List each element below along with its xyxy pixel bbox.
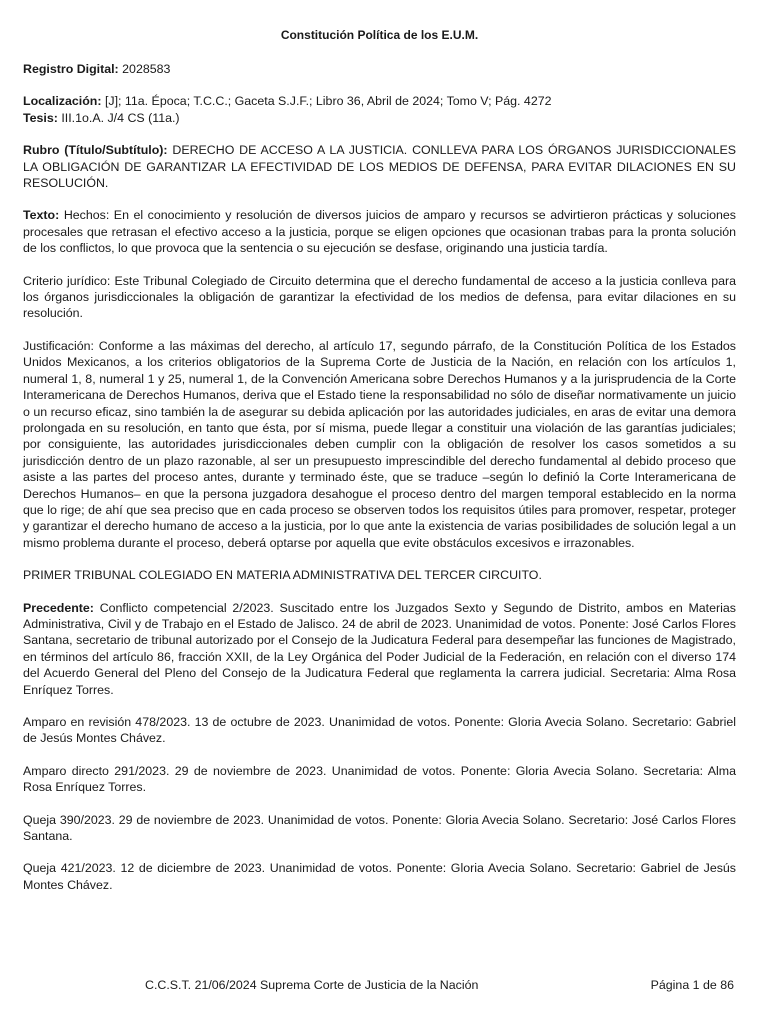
- page-number: Página 1 de 86: [650, 978, 734, 992]
- localizacion-value: [J]; 11a. Época; T.C.C.; Gaceta S.J.F.; Libro 36, Abril de 2024; Tomo V; Pág. 4272: [104, 94, 552, 109]
- document-page: [23, 28, 736, 893]
- precedente-value: Conflicto competencial 2/2023. Suscitado entre los Juzgados Sexto y Segundo de Distrito, ambos en Materias Administrativa, Civil y de Trabajo en el Estado de Jalisco. 24 de abril de 2023. Unanimidad de votos. Ponente: José Carlos Flores Santana, secretario de tribunal autorizado por el Consejo de la Judicatura Federal para desempeñar las funciones de Magistrado, en términos del artículo 86, fracción XXII, de la Ley Orgánica del Poder Judicial de la Federación, en relación con el diverso 174 del Acuerdo General del Pleno del Consejo de la Judicatura Federal que reglamenta la carrera judicial. Secretaria: Alma Rosa Enríquez Torres.: [23, 600, 736, 697]
- rubro-value: DERECHO DE ACCESO A LA JUSTICIA. CONLLEVA PARA LOS ÓRGANOS JURISDICCIONALES LA OBLIGACIÓN DE GARANTIZAR LA EFECTIVIDAD DE LOS MEDIOS DE DEFENSA, PARA EVITAR DILACIONES EN SU RESOLUCIÓN.: [23, 143, 736, 191]
- registro-label: Registro Digital:: [23, 62, 119, 76]
- precedente-item: Amparo directo 291/2023. 29 de noviembre de 2023. Unanimidad de votos. Ponente: Gloria Avecia Solano. Secretaria: Alma Rosa Enríquez Torres.: [23, 763, 736, 795]
- footer-source: C.C.S.T. 21/06/2024 Suprema Corte de Justicia de la Nación: [145, 978, 479, 992]
- localizacion: [23, 93, 736, 109]
- precedente-item: Amparo en revisión 478/2023. 13 de octubre de 2023. Unanimidad de votos. Ponente: Gloria Avecia Solano. Secretario: Gabriel de Jesús Montes Chávez.: [23, 715, 736, 746]
- localizacion-label: Localización:: [23, 94, 102, 109]
- tesis: [23, 110, 736, 126]
- tesis-label: Tesis:: [23, 110, 58, 125]
- registro-value: 2028583: [122, 62, 171, 76]
- precedente: [23, 600, 736, 698]
- precedente-item: Queja 421/2023. 12 de diciembre de 2023. Unanimidad de votos. Ponente: Gloria Avecia Solano. Secretario: Gabriel de Jesús Montes Chávez.: [23, 861, 736, 892]
- registro-digital: [23, 61, 736, 77]
- criterio-juridico: Criterio jurídico: Este Tribunal Colegiado de Circuito determina que el derecho fundamental de acceso a la justicia conlleva para los órganos jurisdiccionales la obligación de garantizar la efectividad de los medios de defensa, para evitar dilaciones en su resolución.: [23, 273, 736, 321]
- texto-label: Texto:: [23, 208, 60, 223]
- tesis-value: III.1o.A. J/4 CS (11a.): [61, 110, 180, 125]
- document-title: Constitución Política de los E.U.M.: [280, 28, 479, 42]
- precedente-label: Precedente:: [23, 600, 94, 615]
- rubro-label: Rubro (Título/Subtítulo):: [23, 143, 168, 158]
- justificacion: Justificación: Conforme a las máximas del derecho, al artículo 17, segundo párrafo, de la Constitución Política de los Estados Unidos Mexicanos, a los criterios obligatorios de la Suprema Corte de Justicia de la Nación, en relación con los artículos 1, numeral 1, 8, numeral 1 y 25, numeral 1, de la Convención Americana sobre Derechos Humanos y a la jurisprudencia de la Corte Interamericana de Derechos Humanos, deriva que el Estado tiene la responsabilidad no sólo de diseñar normativamente un juicio o un recurso eficaz, sino también la de asegurar su debida aplicación por las autoridades judiciales, en aras de evitar una demora prolongada en su resolución, en tanto que ésta, por sí misma, puede llegar a constituir una violación de las garantías judiciales; por consiguiente, las autoridades jurisdiccionales deben cumplir con la obligación de resolver los casos sometidos a su jurisdicción dentro de un plazo razonable, al ser un presupuesto imprescindible del derecho fundamental al debido proceso que asiste a las partes del proceso antes, durante y terminado éste, que se traduce –según lo definió la Corte Interamericana de Derechos Humanos– en que la persona juzgadora desahogue el proceso dentro del margen temporal establecido en la norma que lo rige; de ahí que sea preciso que en cada proceso se observen todos los requisitos útiles para promover, respetar, proteger y garantizar el derecho humano de acceso a la justicia, por lo que ante la existencia de varias posibilidades de solución legal a un mismo problema durante el proceso, deberá optarse por aquella que evite obstáculos excesivos e irrazonables.: [23, 338, 736, 550]
- texto: [23, 207, 736, 256]
- precedente-item: Queja 390/2023. 29 de noviembre de 2023. Unanimidad de votos. Ponente: Gloria Avecia Solano. Secretario: José Carlos Flores Santana.: [23, 812, 736, 844]
- rubro: [23, 142, 736, 191]
- tribunal: PRIMER TRIBUNAL COLEGIADO EN MATERIA ADMINISTRATIVA DEL TERCER CIRCUITO.: [23, 568, 542, 583]
- texto-value: Hechos: En el conocimiento y resolución de diversos juicios de amparo y recursos se advirtieron prácticas y soluciones procesales que retrasan el efectivo acceso a la justicia, porque se eligen opciones que ocasionan trabas para la pronta solución de los conflictos, lo que provoca que la sentencia o su ejecución se desfase, originando una justicia tardía.: [23, 208, 736, 256]
